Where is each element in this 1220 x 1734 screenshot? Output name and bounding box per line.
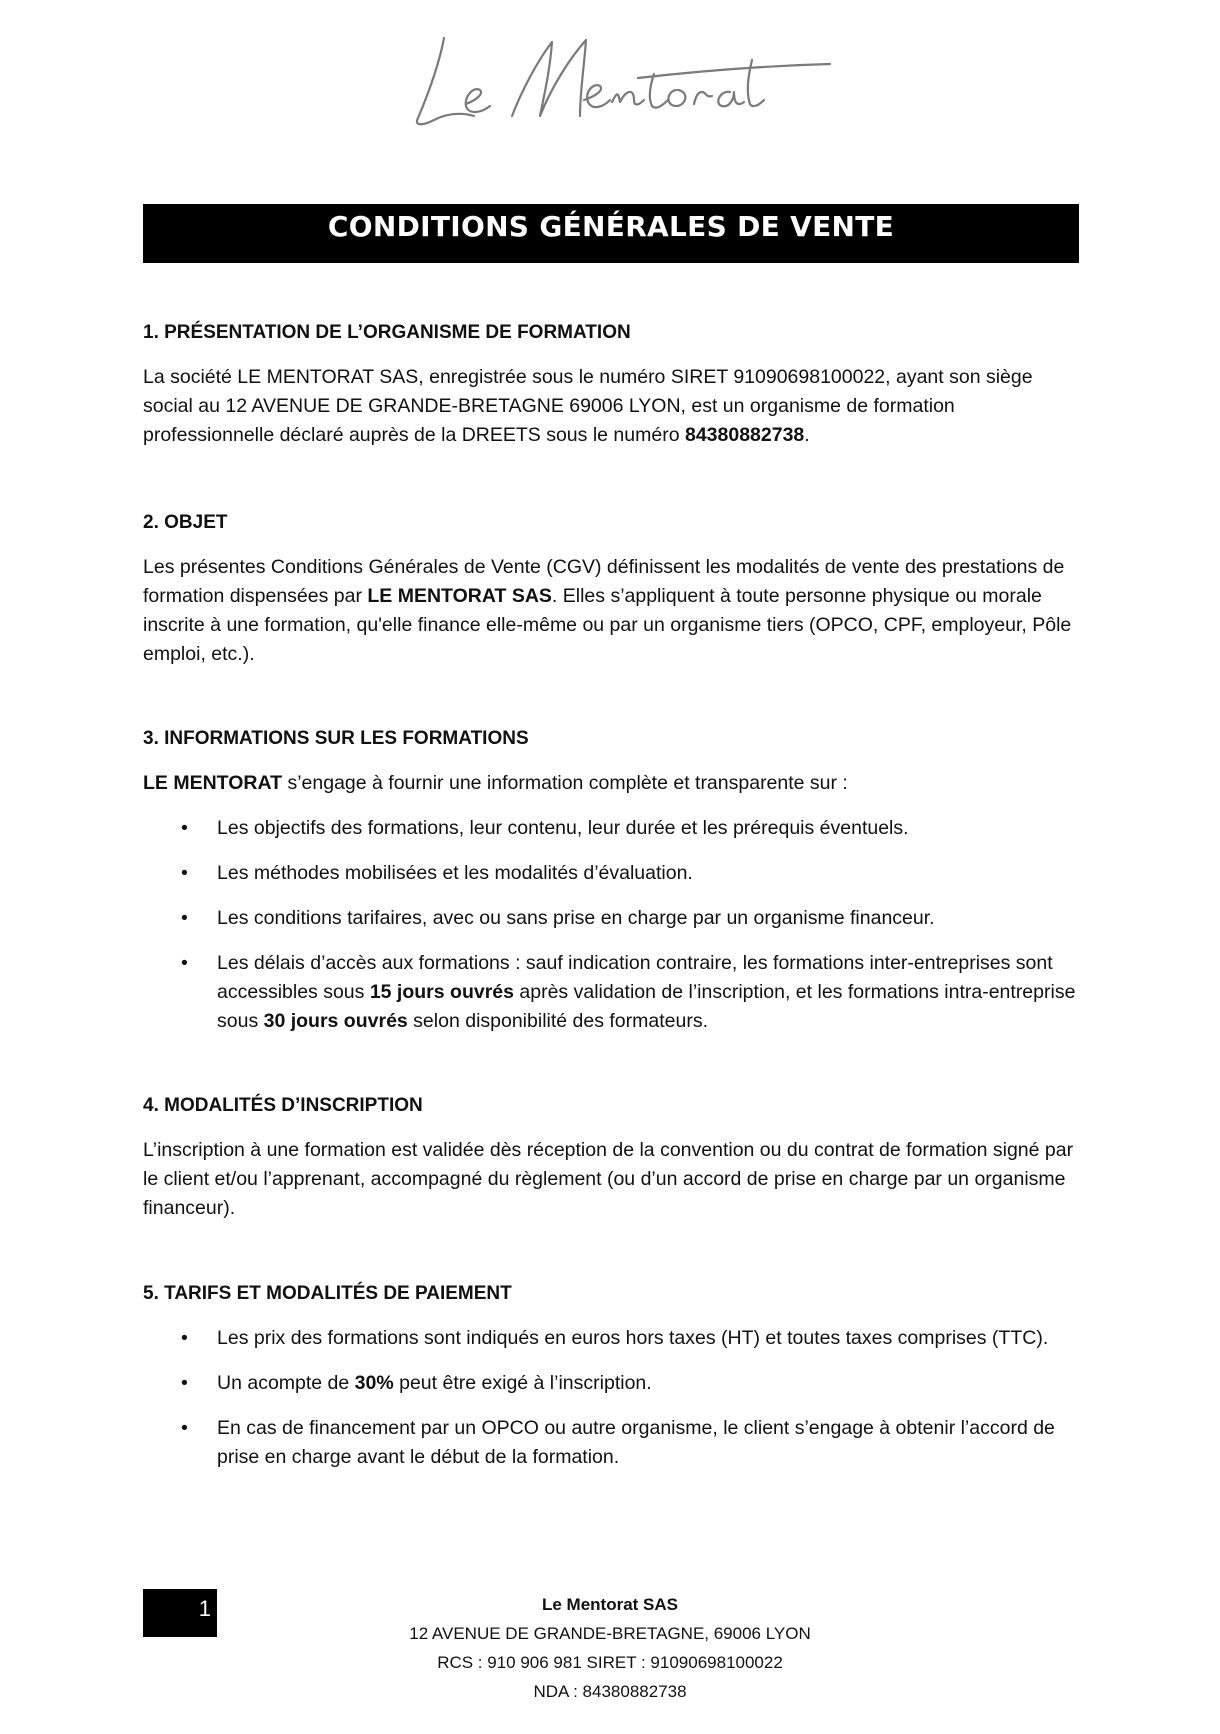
section-paragraph: La société LE MENTORAT SAS, enregistrée sous le numéro SIRET 91090698100022, ayant son siège social au 12 AVENUE DE GRANDE-BRETAGNE 69006 LYON, est un organisme de formation professionnelle déclaré auprès de la DREETS sous le numéro 84380882738. bbox=[143, 366, 1033, 446]
bullet-icon: • bbox=[181, 1417, 188, 1439]
footer-address: 12 AVENUE DE GRANDE-BRETAGNE, 69006 LYON bbox=[409, 1624, 811, 1643]
list-item: • En cas de financement par un OPCO ou autre organisme, le client s’engage à obtenir l’accord de prise en charge avant le début de la formation. bbox=[143, 1414, 1083, 1472]
section-objet bbox=[143, 508, 1083, 669]
footer-company: Le Mentorat SAS bbox=[541, 1595, 679, 1614]
section-paragraph: Les présentes Conditions Générales de Vente (CGV) définissent les modalités de vente des prestations de formation dispensées par LE MENTORAT SAS. Elles s’appliquent à toute personne physique ou morale inscrite à une formation, qu'elle finance elle-même ou par un organisme tiers (OPCO, CPF, employeur, Pôle emploi, etc.). bbox=[143, 556, 1072, 665]
section-presentation bbox=[143, 318, 1083, 450]
footer-registry: RCS : 910 906 981 SIRET : 91090698100022 bbox=[437, 1653, 783, 1672]
bullet-icon: • bbox=[181, 952, 188, 974]
section-heading: 2. OBJET bbox=[143, 512, 228, 533]
bullet-icon: • bbox=[181, 907, 188, 929]
list-item: • Les méthodes mobilisées et les modalités d’évaluation. bbox=[143, 859, 1083, 888]
bullet-icon: • bbox=[181, 1327, 188, 1349]
section-heading: 1. PRÉSENTATION DE L’ORGANISME DE FORMATION bbox=[143, 322, 631, 343]
bullet-icon: • bbox=[181, 1372, 188, 1394]
section-heading: 3. INFORMATIONS SUR LES FORMATIONS bbox=[143, 728, 529, 749]
section-tarifs bbox=[143, 1279, 1083, 1472]
list-item: • Les délais d’accès aux formations : sauf indication contraire, les formations inter-entreprises sont accessibles sous 15 jours ouvrés après validation de l’inscription, et les formations intra-entreprise sous 30 jours ouvrés selon disponibilité des formateurs. bbox=[143, 949, 1083, 1036]
bullet-list bbox=[143, 1324, 1083, 1472]
document-title: CONDITIONS GÉNÉRALES DE VENTE bbox=[327, 210, 895, 243]
section-heading: 4. MODALITÉS D’INSCRIPTION bbox=[143, 1095, 423, 1116]
footer bbox=[350, 1590, 870, 1706]
list-item: • Les objectifs des formations, leur contenu, leur durée et les prérequis éventuels. bbox=[143, 814, 1083, 843]
section-paragraph: L’inscription à une formation est validée dès réception de la convention ou du contrat de formation signé par le client et/ou l’apprenant, accompagné du règlement (ou d’un accord de prise en charge par un organisme financeur). bbox=[143, 1139, 1074, 1219]
bullet-icon: • bbox=[181, 817, 188, 839]
logo bbox=[400, 20, 840, 140]
section-heading: 5. TARIFS ET MODALITÉS DE PAIEMENT bbox=[143, 1283, 512, 1304]
footer-nda: NDA : 84380882738 bbox=[533, 1682, 687, 1701]
document-title-banner bbox=[143, 204, 1079, 263]
list-item: • Les conditions tarifaires, avec ou sans prise en charge par un organisme financeur. bbox=[143, 904, 1083, 933]
bullet-icon: • bbox=[181, 862, 188, 884]
section-inscription bbox=[143, 1091, 1083, 1223]
document-body bbox=[143, 318, 1083, 1527]
list-item: • Les prix des formations sont indiqués en euros hors taxes (HT) et toutes taxes comprises (TTC). bbox=[143, 1324, 1083, 1353]
bullet-list bbox=[143, 814, 1083, 1036]
section-paragraph: LE MENTORAT s’engage à fournir une information complète et transparente sur : bbox=[143, 772, 848, 794]
logo-signature bbox=[400, 20, 840, 140]
list-item: • Un acompte de 30% peut être exigé à l’inscription. bbox=[143, 1369, 1083, 1398]
page-number: 1 bbox=[143, 1589, 217, 1637]
section-informations bbox=[143, 724, 1083, 1036]
